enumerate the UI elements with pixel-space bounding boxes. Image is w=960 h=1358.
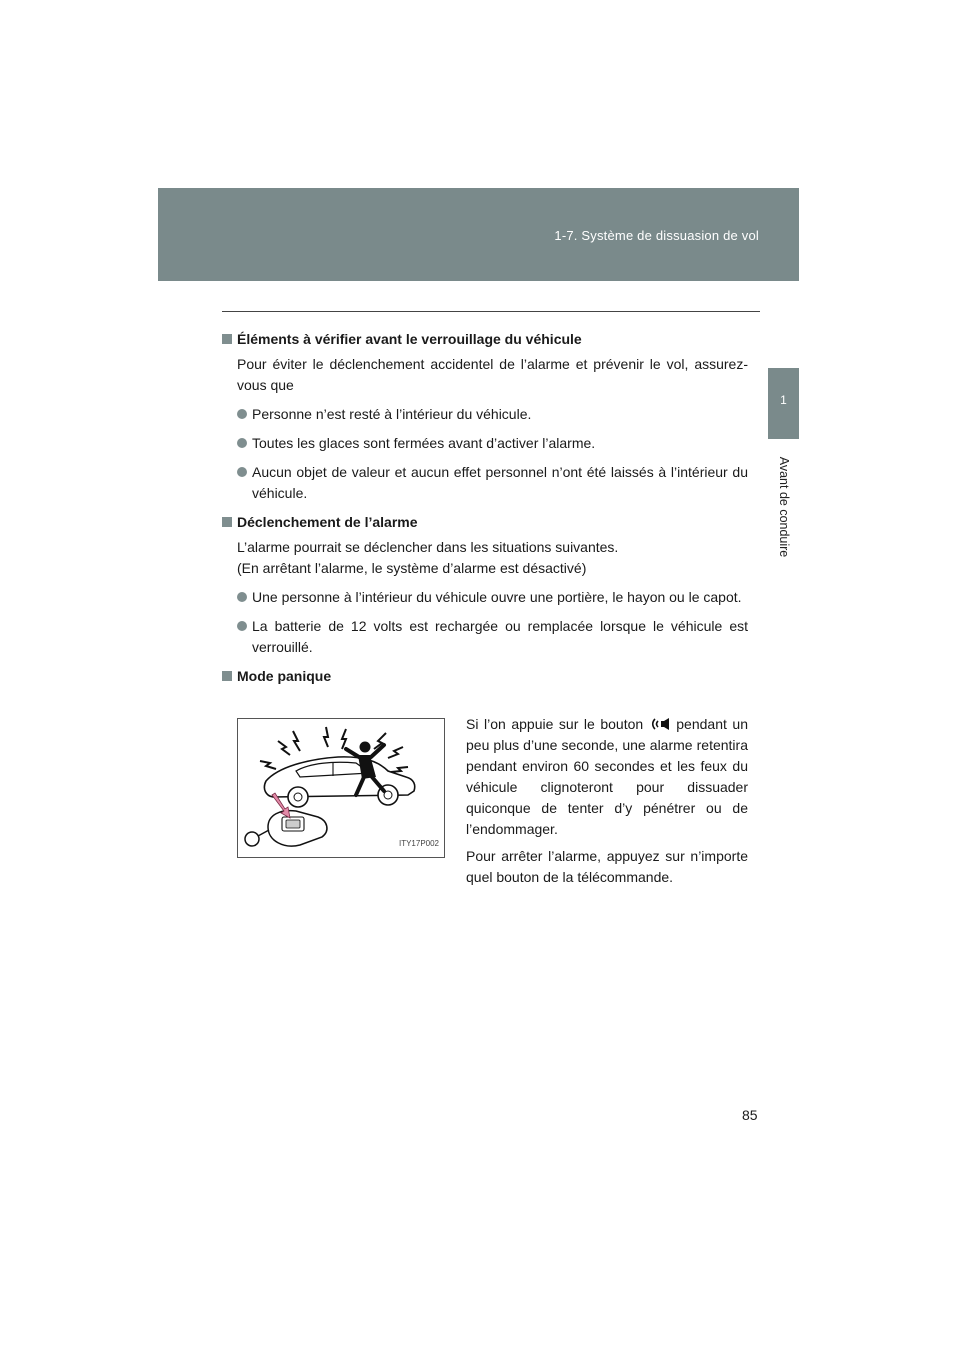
panic-description [466,714,748,894]
panic-alarm-icon [649,717,671,731]
check-intro: Pour éviter le déclenchement accidentel de l’alarme et prévenir le vol, assurez-vous que [237,356,748,393]
panic-section [222,691,748,891]
trigger-heading: Déclenchement de l’alarme [222,512,748,533]
illustration-code: ITY17P002 [398,839,439,848]
header-rule [222,311,760,312]
round-bullet-icon [237,621,247,631]
chapter-title: Avant de conduire [777,456,791,558]
round-bullet-icon [237,592,247,602]
list-item: La batterie de 12 volts est rechargée ou remplacée lorsque le véhicule est verrouillé. [237,616,748,658]
panic-illustration [237,718,445,858]
round-bullet-icon [237,438,247,448]
check-heading: Éléments à vérifier avant le verrouillage du véhicule [222,329,748,350]
panic-para-1: Si l’on appuie sur le bouton pendant un peu plus d’une seconde, une alarme retentira pendant environ 60 secondes et les feux du véhicule clignoteront pour dissuader quiconque de tenter d’y pénétrer ou de l’endommager. [466,716,748,837]
page-number: 85 [742,1107,758,1123]
panic-heading: Mode panique [222,666,748,687]
list-item: Toutes les glaces sont fermées avant d’activer l’alarme. [237,433,748,454]
list-item: Aucun objet de valeur et aucun effet personnel n’ont été laissés à l’intérieur du véhicule. [237,462,748,504]
round-bullet-icon [237,409,247,419]
square-bullet-icon [222,517,232,527]
section-title: 1-7. Système de dissuasion de vol [554,228,759,243]
chapter-number: 1 [780,393,787,407]
square-bullet-icon [222,671,232,681]
square-bullet-icon [222,334,232,344]
main-content [222,329,748,891]
trigger-intro: L’alarme pourrait se déclencher dans les situations suivantes. (En arrêtant l’alarme, le système d’alarme est désactivé) [237,539,619,576]
chapter-title-vertical [775,447,793,567]
header-band [158,188,799,281]
round-bullet-icon [237,467,247,477]
panic-para-2: Pour arrêter l’alarme, appuyez sur n’importe quel bouton de la télécommande. [466,848,748,885]
chapter-tab [768,368,799,439]
list-item: Personne n’est resté à l’intérieur du véhicule. [237,404,748,425]
list-item: Une personne à l’intérieur du véhicule ouvre une portière, le hayon ou le capot. [237,587,748,608]
